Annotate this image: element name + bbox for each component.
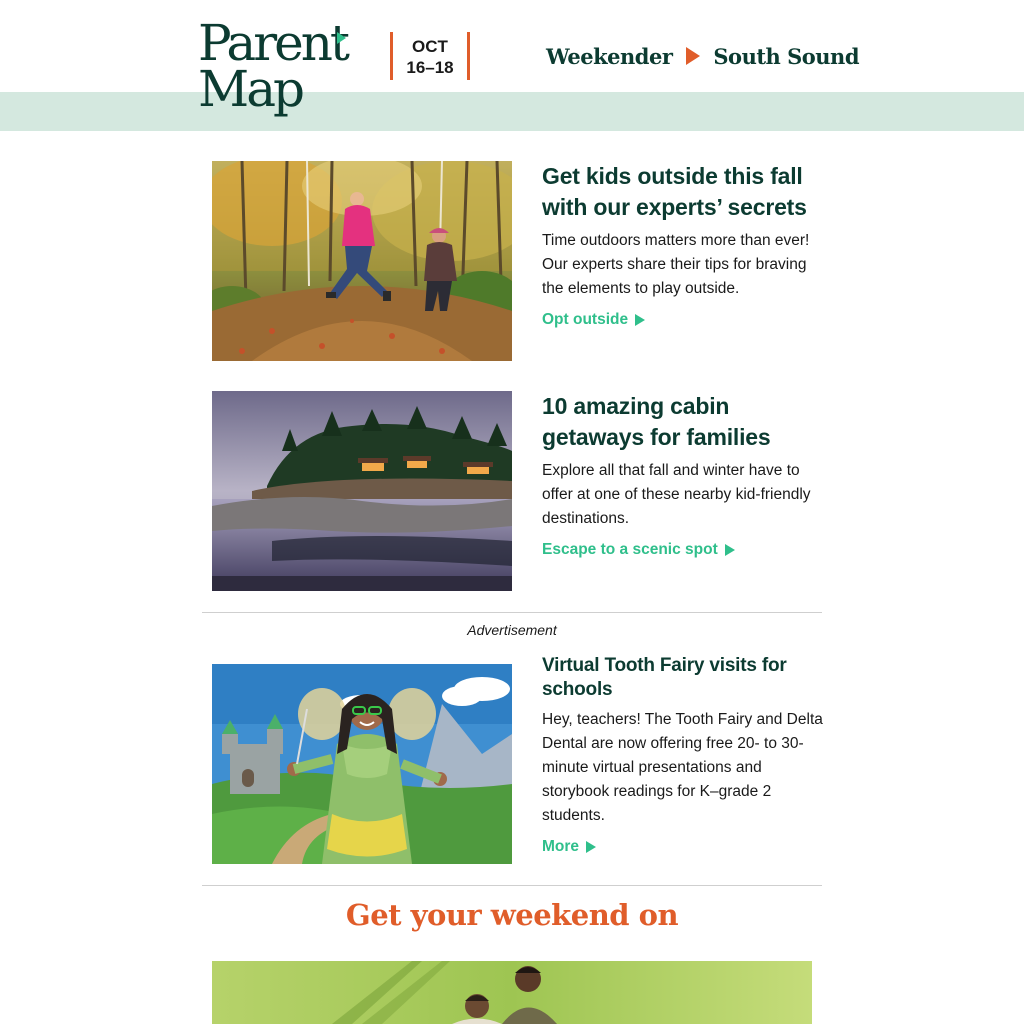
- article-title[interactable]: 10 amazing cabin getaways for families: [542, 393, 771, 450]
- logo-flag-icon: [337, 32, 346, 44]
- logo-word-parent: Parent: [198, 14, 347, 72]
- logo-word-map: Map: [198, 60, 303, 118]
- article-body: [542, 391, 824, 559]
- header-band: [0, 92, 1024, 131]
- date-month: OCT: [412, 37, 448, 56]
- breadcrumb-south-sound[interactable]: South Sound: [713, 43, 860, 69]
- article-image-kids-forest[interactable]: [212, 161, 512, 361]
- play-arrow-icon: [725, 544, 735, 556]
- divider: [202, 612, 822, 613]
- article-description: Time outdoors matters more than ever! Our experts share their tips for braving the elements to play outside.: [542, 232, 810, 297]
- date-range-box: [390, 32, 470, 80]
- advertisement-label: Advertisement: [467, 622, 557, 638]
- play-arrow-icon: [635, 314, 645, 326]
- play-arrow-icon: [686, 47, 700, 65]
- kids-forest-photo: [212, 161, 512, 361]
- ad-title[interactable]: Virtual Tooth Fairy visits for schools: [542, 655, 787, 700]
- play-arrow-icon: [586, 841, 596, 853]
- more-link[interactable]: [542, 838, 596, 856]
- cabins-coast-photo: [212, 391, 512, 591]
- ad-description: Hey, teachers! The Tooth Fairy and Delta Dental are now offering free 20- to 30-minute virtual presentations and storybook readings for K–grade 2 students.: [542, 711, 823, 824]
- ad-body: [542, 654, 824, 856]
- tooth-fairy-photo: [212, 664, 512, 864]
- article-image-cabins[interactable]: [212, 391, 512, 591]
- kids-grass-photo: [212, 961, 812, 1024]
- cta-label: Escape to a scenic spot: [542, 541, 718, 558]
- section-heading: Get your weekend on: [345, 898, 679, 932]
- opt-outside-link[interactable]: [542, 311, 645, 329]
- date-days: 16–18: [406, 58, 454, 77]
- article-description: Explore all that fall and winter have to offer at one of these nearby kid-friendly destinations.: [542, 462, 811, 527]
- divider: [202, 885, 822, 886]
- weekend-hero-image[interactable]: [212, 961, 812, 1024]
- escape-scenic-spot-link[interactable]: [542, 541, 735, 559]
- cta-label: More: [542, 838, 580, 855]
- breadcrumb-weekender[interactable]: Weekender: [546, 43, 673, 69]
- email-header: [0, 0, 1024, 131]
- cta-label: Opt outside: [542, 311, 629, 328]
- article-body: [542, 161, 824, 329]
- parentmap-logo[interactable]: [198, 14, 358, 120]
- ad-image-tooth-fairy[interactable]: [212, 664, 512, 864]
- article-title[interactable]: Get kids outside this fall with our experts’ secrets: [542, 163, 807, 220]
- breadcrumb: [546, 40, 859, 72]
